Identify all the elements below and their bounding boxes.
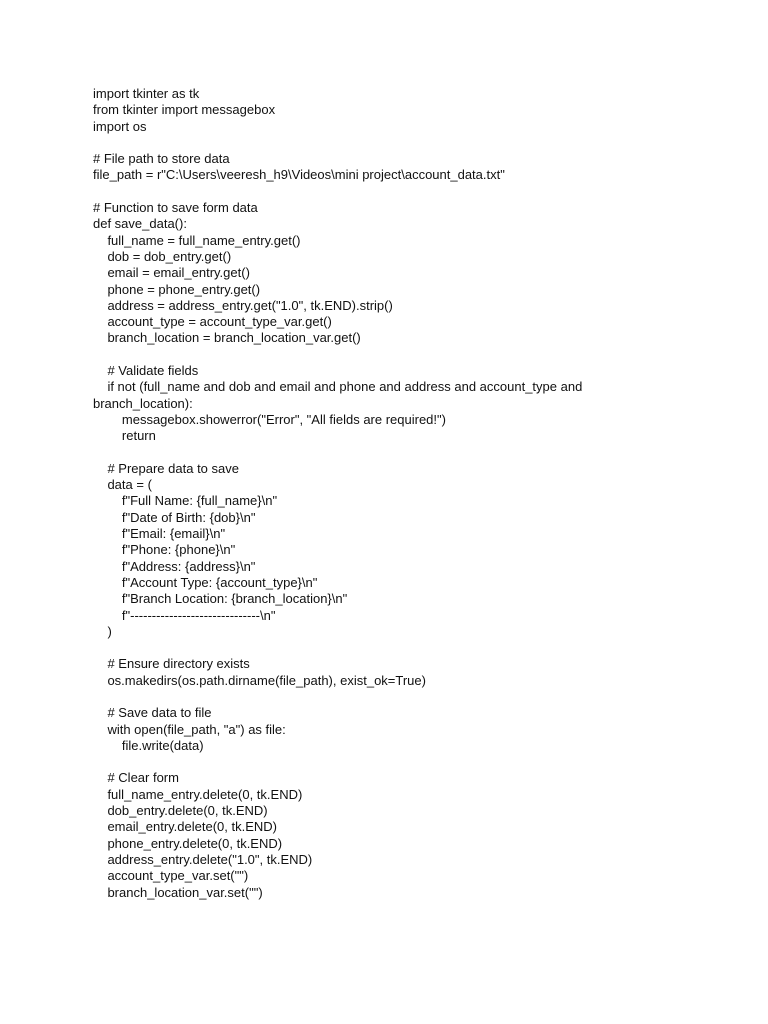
code-line: address_entry.delete("1.0", tk.END) [93, 851, 313, 867]
code-line: # Validate fields [93, 363, 199, 379]
code-line: with open(file_path, "a") as file: [93, 721, 286, 737]
code-line: dob_entry.delete(0, tk.END) [93, 803, 268, 819]
code-line: # Function to save form data [93, 200, 258, 216]
code-line [93, 347, 733, 363]
code-line: account_type = account_type_var.get() [93, 314, 332, 330]
code-line: file.write(data) [93, 737, 204, 753]
code-line: # File path to store data [93, 151, 230, 167]
code-line: f"Email: {email}\n" [93, 526, 226, 542]
code-line: email = email_entry.get() [93, 265, 250, 281]
code-line: import tkinter as tk [93, 86, 200, 101]
code-line: f"Account Type: {account_type}\n" [93, 574, 318, 590]
code-line: ) [93, 623, 112, 639]
code-line: f"Branch Location: {branch_location}\n" [93, 591, 348, 607]
code-line: # Clear form [93, 770, 179, 786]
code-line [93, 640, 733, 656]
code-line: branch_location = branch_location_var.get() [93, 330, 361, 346]
code-line: f"Phone: {phone}\n" [93, 542, 236, 558]
code-line: full_name = full_name_entry.get() [93, 232, 301, 248]
code-line: os.makedirs(os.path.dirname(file_path), exist_ok=True) [93, 672, 426, 688]
code-line: import os [93, 118, 147, 134]
code-line [93, 689, 733, 705]
code-line: return [93, 428, 156, 444]
code-listing [93, 86, 733, 901]
code-line: # Save data to file [93, 705, 212, 721]
code-line [93, 184, 733, 200]
code-line: branch_location_var.set("") [93, 884, 263, 900]
code-line: full_name_entry.delete(0, tk.END) [93, 786, 303, 802]
code-line: f"Address: {address}\n" [93, 558, 256, 574]
code-line: if not (full_name and dob and email and phone and address and account_type and [93, 379, 583, 395]
code-line: address = address_entry.get("1.0", tk.END).strip() [93, 297, 393, 313]
code-line: f"Full Name: {full_name}\n" [93, 493, 278, 509]
code-line [93, 135, 733, 151]
code-line: messagebox.showerror("Error", "All fields are required!") [93, 411, 446, 427]
code-line: # Ensure directory exists [93, 656, 250, 672]
code-line: phone = phone_entry.get() [93, 281, 261, 297]
code-line: dob = dob_entry.get() [93, 248, 232, 264]
code-line: email_entry.delete(0, tk.END) [93, 819, 277, 835]
code-line: f"------------------------------\n" [93, 607, 276, 623]
code-line: f"Date of Birth: {dob}\n" [93, 509, 256, 525]
code-line: file_path = r"C:\Users\veeresh_h9\Videos\mini project\account_data.txt" [93, 167, 505, 183]
code-line: # Prepare data to save [93, 460, 239, 476]
code-line: data = ( [93, 477, 152, 493]
code-line: phone_entry.delete(0, tk.END) [93, 835, 283, 851]
code-line: account_type_var.set("") [93, 868, 249, 884]
code-line [93, 445, 733, 461]
code-line [93, 754, 733, 770]
code-line: from tkinter import messagebox [93, 102, 276, 118]
code-line: branch_location): [93, 395, 193, 411]
code-line: def save_data(): [93, 216, 187, 232]
